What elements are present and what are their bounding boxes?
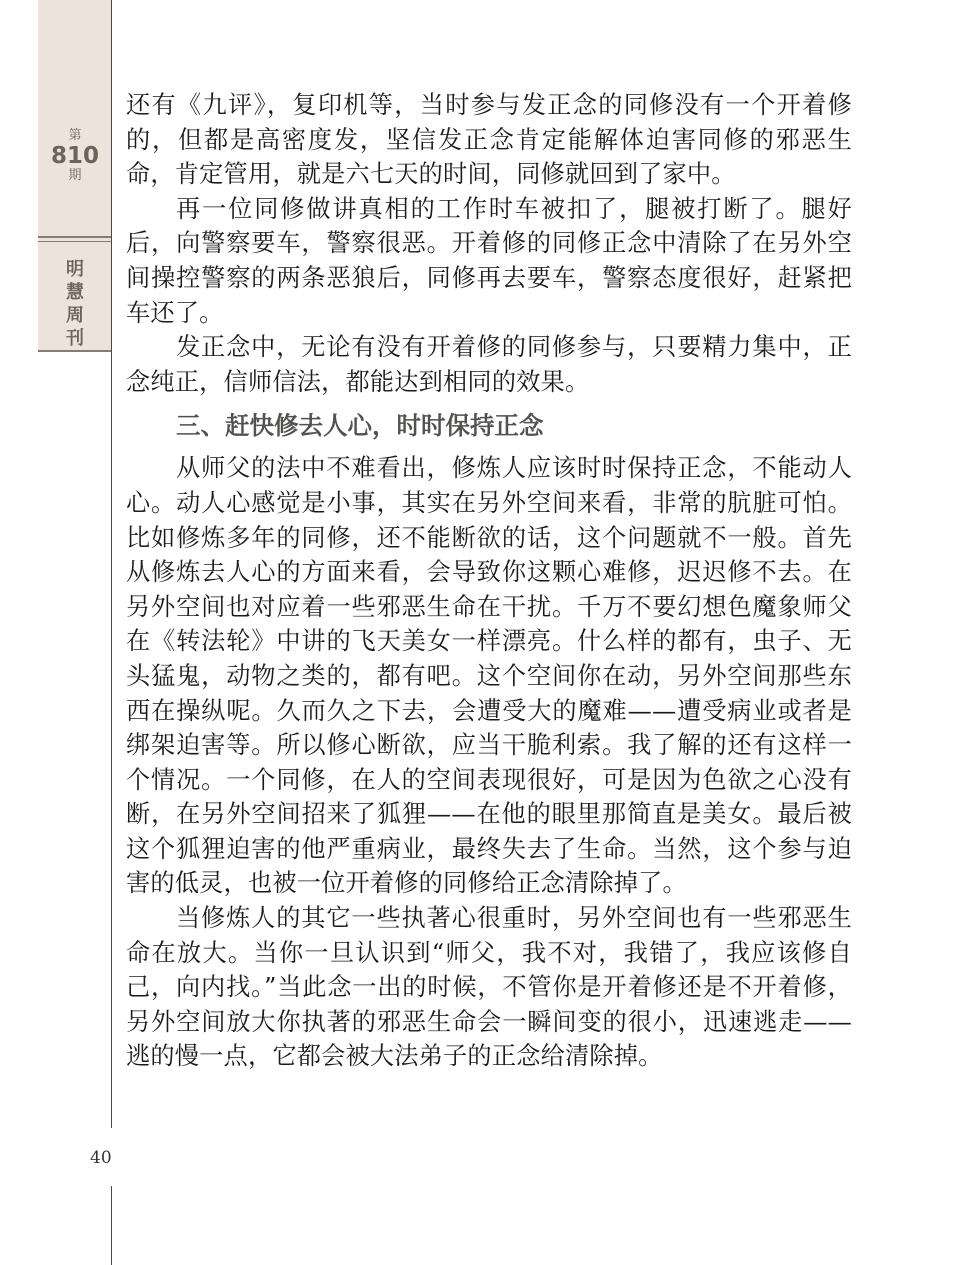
issue-number: 810 [50,143,99,169]
paragraph: 从师父的法中不难看出，修炼人应该时时保持正念，不能动人心。动人心感觉是小事，其实在另外空间来看，非常的肮脏可怕。比如修炼多年的同修，还不能断欲的话，这个问题就不一般。首先从修炼去人心的方面来看，会导致你这颗心难修，迟迟修不去。在另外空间也对应着一些邪恶生命在干扰。千万不要幻想色魔象师父在《转法轮》中讲的飞天美女一样漂亮。什么样的都有，虫子、无头猛鬼，动物之类的，都有吧。这个空间你在动，另外空间那些东西在操纵呢。久而久之下去，会遭受大的魔难——遭受病业或者是绑架迫害等。所以修心断欲，应当干脆利索。我了解的还有这样一个情况。一个同修，在人的空间表现很好，可是因为色欲之心没有断，在另外空间招来了狐狸——在他的眼里那简直是美女。最后被这个狐狸迫害的他严重病业，最终失去了生命。当然，这个参与迫害的低灵，也被一位开着修的同修给正念清除掉了。 [126,454,852,898]
margin-rule [111,0,112,1128]
paragraph: 当修炼人的其它一些执著心很重时，另外空间也有一些邪恶生命在放大。当你一旦认识到“师父，我不对，我错了，我应该修自己，向内找。”当此念一出的时候，不管你是开着修还是不开着修，另外空间放大你执著的邪恶生命会一瞬间变的很小，迅速逃走——逃的慢一点，它都会被大法弟子的正念给清除掉。 [126,904,852,1071]
magazine-char: 慧 [66,282,84,303]
paragraph: 再一位同修做讲真相的工作时车被扣了，腿被打断了。腿好后，向警察要车，警察很恶。开着修的同修正念中清除了在另外空间操控警察的两条恶狼后，同修再去要车，警察态度很好，赶紧把车还了。 [126,194,852,327]
issue-suffix: 期 [68,168,82,183]
divider [38,236,112,238]
page-number: 40 [90,1148,112,1168]
magazine-char: 周 [66,305,84,326]
magazine-title [38,258,112,350]
paragraph: 发正念中，无论有没有开着修的同修参与，只要精力集中，正念纯正，信师信法，都能达到相同的效果。 [126,333,852,396]
magazine-char: 刊 [66,328,84,349]
article-body [126,88,852,1074]
side-tab [38,0,112,352]
issue-label [38,128,112,184]
margin-rule [111,1186,112,1265]
divider [38,241,112,242]
magazine-char: 明 [66,259,84,280]
paragraph: 还有《九评》，复印机等，当时参与发正念的同修没有一个开着修的，但都是高密度发，坚信发正念肯定能解体迫害同修的邪恶生命，肯定管用，就是六七天的时间，同修就回到了家中。 [126,91,852,189]
section-heading: 三、赶快修去人心，时时保持正念 [176,411,544,441]
issue-prefix: 第 [68,128,82,143]
